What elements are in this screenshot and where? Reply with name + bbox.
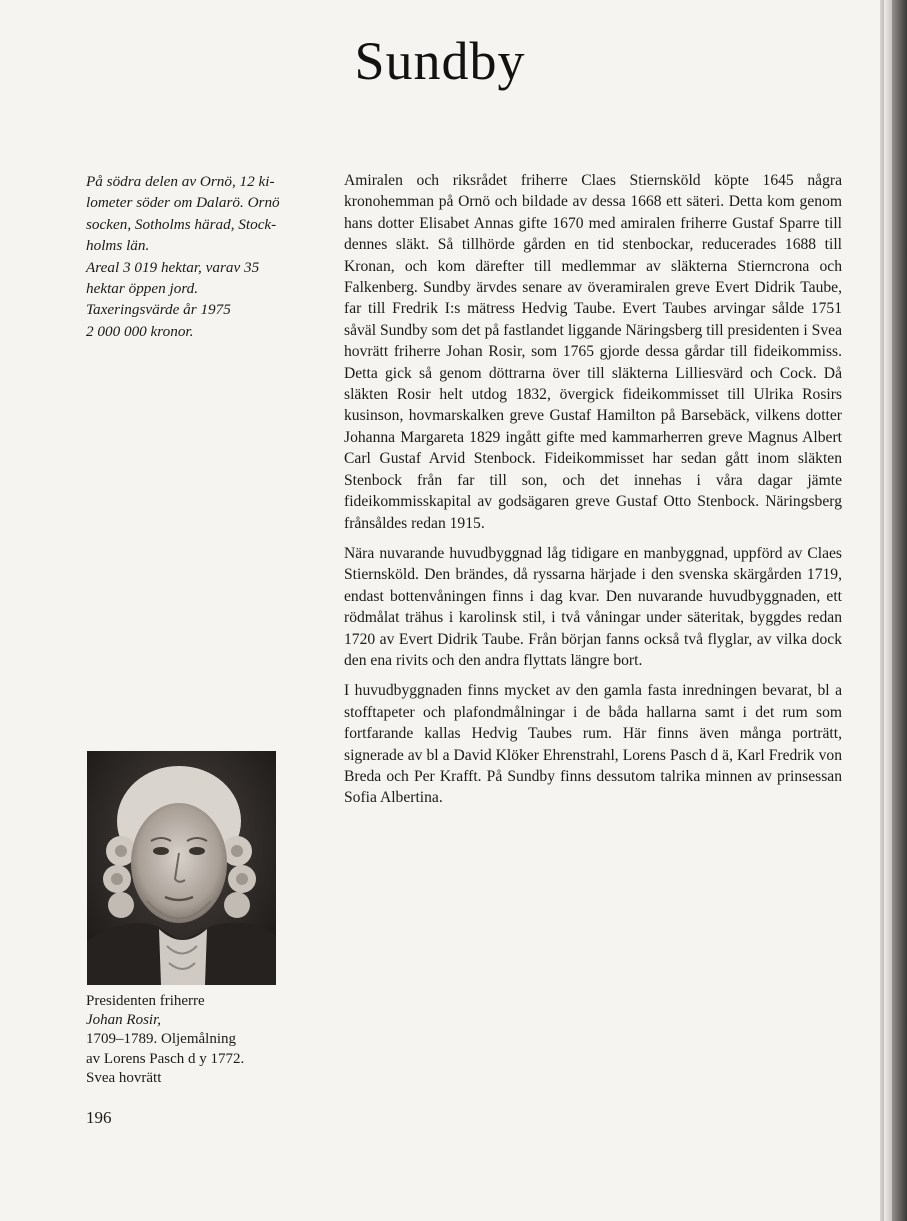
caption-line: Svea hovrätt [86,1069,162,1086]
paragraph-history: Amiralen och riksrådet friherre Claes Stiernsköld köpte 1645 några kronohemman på Ornö och bildade av dessa 1668 ett säteri. Detta kom genom hans dotter Elisabet Annas gifte 1670 med amiralen friherre Gustaf Sparre till dennes släkt. Så tillhörde gården en tid stenbockar, reducerades 1688 till Kronan, och kom därefter till medlemmar av släkterna Stierncrona och Falkenberg. Sundby ärvdes senare av överamiralen greve Evert Didrik Taube, far till Fredrik I:s mätress Hedvig Taube. Evert Taubes arvingar sålde 1751 såväl Sundby som det på fastlandet liggande Näringsberg till presidenten i Svea hovrätt friherre Johan Rosir, som 1765 gjorde dessa gårdar till fideikommiss. Detta gick så genom döttrarna över till släkterna Lilliesvärd och Cock. Då släkten Rosir helt utdog 1832, övergick fideikommisset till Ulrika Rosirs kusinson, hovmarskalken greve Gustaf Hamilton på Barsebäck, vilkens dotter Johanna Margareta 1829 ingått gifte med kammarherren greve Magnus Albert Carl Gustaf Arvid Stenbock. Fideikommisset har sedan gått inom släkten Stenbock från far till son, och det innehas i våra dagar jämte fideikommisskapital av godsägaren greve Gustaf Otto Stenbock. Näringsberg frånsåldes redan 1915. [344,172,842,532]
facts-line: lometer söder om Dalarö. Ornö [86,194,280,212]
portrait-image [87,751,276,985]
page-number: 196 [86,1108,112,1127]
book-page-edge [884,0,892,1221]
caption-line: Presidenten friherre [86,993,205,1009]
facts-line: 2 000 000 kronor. [86,322,194,340]
main-text [344,170,842,818]
caption-line: av Lorens Pasch d y 1772. [86,1050,245,1067]
paragraph-buildings: Nära nuvarande huvudbyggnad låg tidigare en manbyggnad, uppförd av Claes Stiernsköld. Den brändes, då ryssarna härjade i den svenska skärgården 1719, endast bottenvåningen finns i dag kvar. Den nuvarande huvudbyggnaden, ett rödmålat trähus i karolinsk stil, i två våningar under säteritak, byggdes redan 1720 av Evert Didrik Taube. Från början fanns också två flyglar, av vilka dock den ena rivits och den andra flyttats längre bort. [344,544,842,669]
portrait-caption [86,992,296,1088]
facts-line: hektar öppen jord. [86,280,199,298]
paragraph-interior: I huvudbyggnaden finns mycket av den gamla fasta inredningen bevarat, bl a stofftapeter och plafondmålningar i de båda hallarna samt i det rum som fortfarande kallas Hedvig Taubes rum. Här finns även många porträtt, signerade av bl a David Klöker Ehrenstrahl, Lorens Pasch d ä, Karl Fredrik von Breda och Per Krafft. På Sundby finns dessutom talrika minnen av prinsessan Sofia Albertina. [344,682,842,807]
portrait-illustration [87,751,276,985]
page-title: Sundby [354,31,526,91]
facts-line: Areal 3 019 hektar, varav 35 [86,258,260,276]
caption-sitter-name: Johan Rosir, [86,1012,161,1029]
facts-line: socken, Sotholms härad, Stock- [86,215,277,233]
facts-line: holms län. [86,237,150,255]
facts-line: Taxeringsvärde år 1975 [86,301,231,319]
facts-line: På södra delen av Ornö, 12 ki- [86,173,275,190]
estate-facts [86,171,336,342]
caption-line: 1709–1789. Oljemålning [86,1031,236,1048]
